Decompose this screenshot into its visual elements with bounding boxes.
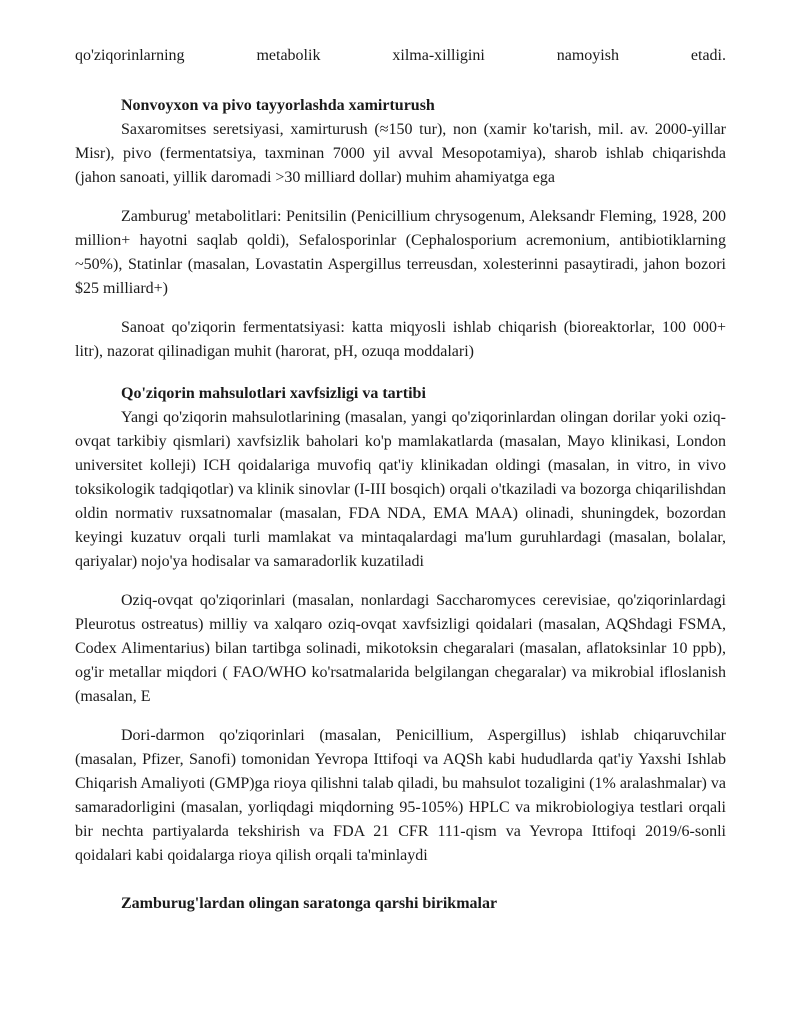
paragraph-food-fungi: Oziq-ovqat qo'ziqorinlari (masalan, nonlardagi Saccharomyces cerevisiae, qo'ziqorinlardagi Pleurotus ostreatus) milliy va xalqaro oziq-ovqat xavfsizligi qoidalari (masalan, AQShdagi FSMA, Codex Alimentarius) bilan tartibga solinadi, mikotoksin chegaralari (masalan, aflatoksinlar 10 ppb), og'ir metallar miqdori ( FAO/WHO ko'rsatmalarida belgilangan chegaralar) va mikrobial ifloslanish (masalan, E [75,592,726,705]
heading-yeast: Nonvoyxon va pivo tayyorlashda xamirturush [121,97,435,114]
paragraph-metabolic-diversity-tail: qo'ziqorinlarning metabolik xilma-xilligini namoyish etadi. [75,47,726,64]
heading-anticancer: Zamburug'lardan olingan saratonga qarshi birikmalar [121,895,498,912]
paragraph-medicinal-fungi: Dori-darmon qo'ziqorinlari (masalan, Penicillium, Aspergillus) ishlab chiqaruvchilar (masalan, Pfizer, Sanofi) tomonidan Yevropa Ittifoqi va AQSh kabi hududlarda qat'iy Yaxshi Ishlab Chiqarish Amaliyoti (GMP)ga rioya qilishni talab qiladi, bu mahsulot tozaligini (1% aralashmalar) va samaradorligini (masalan, yorliqdagi miqdorning 95-105%) HPLC va mikrobiologiya testlari orqali bir nechta partiyalarda tekshirish va FDA 21 CFR 111-qism va Yevropa Ittifoqi 2019/6-sonli qoidalari kabi qoidalarga rioya qilish orqali ta'minlaydi [75,727,726,864]
document-page [75,44,726,916]
paragraph-fungal-metabolites: Zamburug' metabolitlari: Penitsilin (Penicillium chrysogenum, Aleksandr Fleming, 1928, 200 million+ hayotni saqlab qoldi), Sefalosporinlar (Cephalosporium acremonium, antibiotiklarning ~50%), Statinlar (masalan, Lovastatin Aspergillus terreusdan, xolesterinni pasaytiradi, jahon bozori $25 milliard+) [75,208,726,297]
paragraph-industrial-fermentation: Sanoat qo'ziqorin fermentatsiyasi: katta miqyosli ishlab chiqarish (bioreaktorlar, 100 000+ litr), nazorat qilinadigan muhit (harorat, pH, ozuqa moddalari) [75,319,726,360]
paragraph-safety-assessment: Yangi qo'ziqorin mahsulotlarining (masalan, yangi qo'ziqorinlardan olingan dorilar yoki oziq-ovqat tarkibiy qismlari) xavfsizlik baholari ko'p mamlakatlarda (masalan, Mayo klinikasi, London universitet kolleji) ICH qoidalariga muvofiq qat'iy klinikadan oldingi (masalan, in vitro, in vivo toksikologik tadqiqotlar) va klinik sinovlar (I-III bosqich) orqali o'tkaziladi va bozorga chiqarilishdan oldin normativ ruxsatnomalar (masalan, FDA NDA, EMA MAA) olinadi, shuningdek, bozordan keyingi kuzatuv orqali turli mamlakat va mintaqalardagi ma'lum guruhlardagi (masalan, bolalar, qariyalar) nojo'ya hodisalar va samaradorlik kuzatiladi [75,409,726,570]
paragraph-saccharomyces: Saxaromitses seretsiyasi, xamirturush (≈150 tur), non (xamir ko'tarish, mil. av. 2000-yillar Misr), pivo (fermentatsiya, taxminan 7000 yil avval Mesopotamiya), sharob ishlab chiqarishda (jahon sanoati, yillik daromadi >30 milliard dollar) muhim ahamiyatga ega [75,121,726,186]
heading-product-safety: Qo'ziqorin mahsulotlari xavfsizligi va tartibi [121,385,426,402]
